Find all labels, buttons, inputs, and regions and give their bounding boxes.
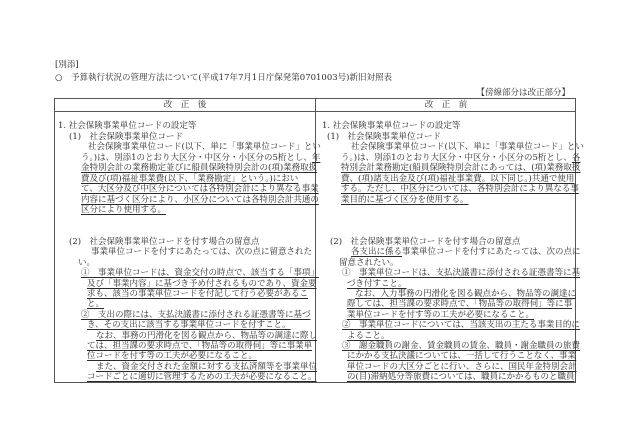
text-segment: 社会保険事業単位コード(以下、単に「事業単位コード」とい <box>351 142 584 152</box>
after-s1-line <box>81 174 298 184</box>
amended-text: 区分により使用する。 <box>81 205 167 215</box>
before-s1-line <box>341 184 579 194</box>
after-s1-line <box>81 205 166 215</box>
header-before-revision: 改 正 前 <box>424 100 468 110</box>
before-s2-line <box>347 372 574 382</box>
before-s1-line <box>341 195 469 205</box>
before-s2-line <box>347 362 577 372</box>
after-s2-line <box>96 362 317 372</box>
before-s2-line <box>339 258 399 268</box>
before-s1-line <box>327 132 441 142</box>
before-s1-line <box>351 142 584 152</box>
before-s2-line <box>342 341 580 351</box>
before-revision-column <box>316 99 584 383</box>
after-revision-column <box>55 99 321 383</box>
after-s1-line <box>88 142 321 152</box>
after-s2-line <box>87 289 308 299</box>
amended-text: 求も、該当の事業単位コードを付記して行う必要があるこ <box>87 289 309 299</box>
after-s2-line <box>87 351 257 361</box>
after-s2-line <box>87 320 291 330</box>
text-segment: (2) 社会保険事業単位コードを付す場合の留意点 <box>330 237 521 247</box>
text-segment: 留意されたい。 <box>339 257 399 268</box>
amended-text: する。ただし、中区分については、各特別会計により異なる事 <box>341 184 579 194</box>
amended-text: き、その支出に該当する事業単位コードを付すこと。 <box>87 320 291 331</box>
before-s2-line <box>351 247 581 257</box>
comparison-table <box>54 98 584 383</box>
text-segment: 事業単位コードを付すにあたっては、次の点に <box>402 247 581 258</box>
after-s2-line <box>69 237 260 247</box>
after-s1-line <box>81 153 320 163</box>
before-s1-line <box>322 121 460 131</box>
before-s2-line <box>355 289 576 299</box>
before-s1-line <box>341 174 574 184</box>
amended-text: 各 <box>571 152 581 163</box>
header-after-revision: 改 正 後 <box>163 100 207 110</box>
amended-text: 業単位コードを付す等の工夫が必要になること。 <box>347 309 535 320</box>
after-s2-line <box>87 372 317 382</box>
after-s2-line <box>87 279 317 289</box>
title-text: 予算執行状況の管理方法について(平成17年7月1日庁保発第0701003号)新旧対照表 <box>71 73 392 83</box>
after-s1-line <box>81 195 319 205</box>
after-s1-line <box>81 184 319 194</box>
before-s2-line <box>347 279 407 289</box>
amended-text: と。 <box>87 299 105 310</box>
amended-text: 年 <box>311 152 321 163</box>
before-s2-line <box>330 237 521 247</box>
text-segment: う。)は、別添1のとおり大区分・中区分・小区分の5桁とし、 <box>81 152 312 163</box>
before-s2-line <box>347 299 572 309</box>
amended-text: コードごとに適切に管理するための工夫が必要になること。 <box>87 372 317 383</box>
amended-text: 費及び(項)福祉事業費(以下、「業務勘定」という。)におい <box>81 173 299 184</box>
before-s2-line <box>347 351 576 361</box>
attachment-label: [別添] <box>55 60 79 70</box>
after-s2-line <box>81 310 311 320</box>
before-s1-line <box>341 163 580 173</box>
amended-text: の(目)滞納処分等旅費については、職員にかかるものと職員 <box>347 372 575 383</box>
after-s2-line <box>78 258 95 268</box>
before-s2-line <box>347 331 390 341</box>
amended-text: 特別会計業務勘定(船員保険特別会計にあっては、(項)業務取扱 <box>341 163 581 173</box>
before-s2-line <box>342 320 580 330</box>
before-s1-line <box>341 153 580 163</box>
amended-text: ③ 謝金職員の謝金、賃金職員の賃金、職員・謝金職員の旅費 <box>342 341 581 351</box>
amended-text: ては、担当課の要求時点で、「物品等の取得伺」等に事業単 <box>87 341 313 351</box>
amended-text: 金特別会計の業務勘定並びに船員保険特別会計の(項)業務取扱 <box>81 163 318 173</box>
amended-text: 位コードを付す等の工夫が必要になること。 <box>87 351 258 362</box>
amended-text: 事業単位コードは、支払決議書に添付される証憑書等に基 <box>359 268 581 279</box>
amended-text: 際しては、担当課の要求時点で、「物品等の取得伺」等に事 <box>347 299 573 310</box>
after-s1-line <box>58 121 196 131</box>
amended-text: て、大区分及び中区分については各特別会計により異なる事業 <box>81 184 319 194</box>
amended-text: なお、入力事務の円滑化を図る観点から、物品等の調達に <box>355 289 577 299</box>
text-segment: (1) 社会保険事業単位コード <box>327 131 442 142</box>
amended-text: ① 事業単位コードは、資金交付の時点で、該当する「事項」 <box>81 268 319 279</box>
amended-text: 各支出に係る <box>351 247 403 258</box>
amended-text: にかかる支払決議については、一括して行うことなく、事業 <box>347 351 577 362</box>
amended-text: また、資金交付された金額に対する支払済額等を事業単位 <box>96 361 318 372</box>
after-s1-line <box>69 132 183 142</box>
text-segment: い。 <box>78 257 96 268</box>
document-title <box>55 73 392 83</box>
text-segment: (1) 社会保険事業単位コード <box>69 131 184 142</box>
after-s2-line <box>87 299 104 309</box>
text-segment: 社会保険事業単位コード(以下、単に「事業単位コード」とい <box>88 142 321 152</box>
amended-text: なお、事務の円滑化を図る観点から、物品等の調達に際し <box>96 330 318 341</box>
amended-text: よること。 <box>347 330 390 341</box>
underline-note: 【傍線部分は改正部分】 <box>476 88 570 98</box>
text-segment: う。)は、別添1のとおり大区分・中区分・小区分の5桁とし、 <box>341 152 572 163</box>
text-segment: 1. 社会保険事業単位コードの設定等 <box>58 121 197 131</box>
amended-text: 業目的に基づく区分を使用する。 <box>341 194 469 205</box>
after-s2-line <box>81 268 319 278</box>
circle-bullet-icon: ○ <box>55 73 63 83</box>
amended-text: 内容に基づく区分により、小区分については各特別会計共通の <box>81 194 319 205</box>
amended-text: づき付すこと。 <box>347 278 407 289</box>
text-segment: 1. 社会保険事業単位コードの設定等 <box>322 121 461 131</box>
text-segment: 事業単位コードを付すにあたっては、次の点に留意された <box>91 247 313 258</box>
amended-text: 単位コードの大区分ごとに行い、さらに、国民年金特別会計 <box>347 361 577 372</box>
after-s1-line <box>81 163 317 173</box>
after-s2-line <box>96 331 317 341</box>
before-s2-line <box>342 268 580 278</box>
text-segment: (2) 社会保険事業単位コードを付す場合の留意点 <box>69 237 260 247</box>
after-s2-line <box>87 341 312 351</box>
amended-text: ② 事業単位コードについては、当該支出の主たる事業目的に <box>342 320 580 331</box>
after-s2-line <box>91 247 312 257</box>
text-segment: ① <box>342 268 360 279</box>
amended-text: 及び「事業内容」に基づき予め付されるものであり、資金要 <box>87 278 317 289</box>
amended-text: 費、(項)諸支出金及び(項)福祉事業費。以下同じ。)共通で使用 <box>341 173 575 184</box>
before-s2-line <box>347 310 534 320</box>
amended-text: ② 支出の際には、支払決議書に添付される証憑書等に基づ <box>81 309 311 320</box>
